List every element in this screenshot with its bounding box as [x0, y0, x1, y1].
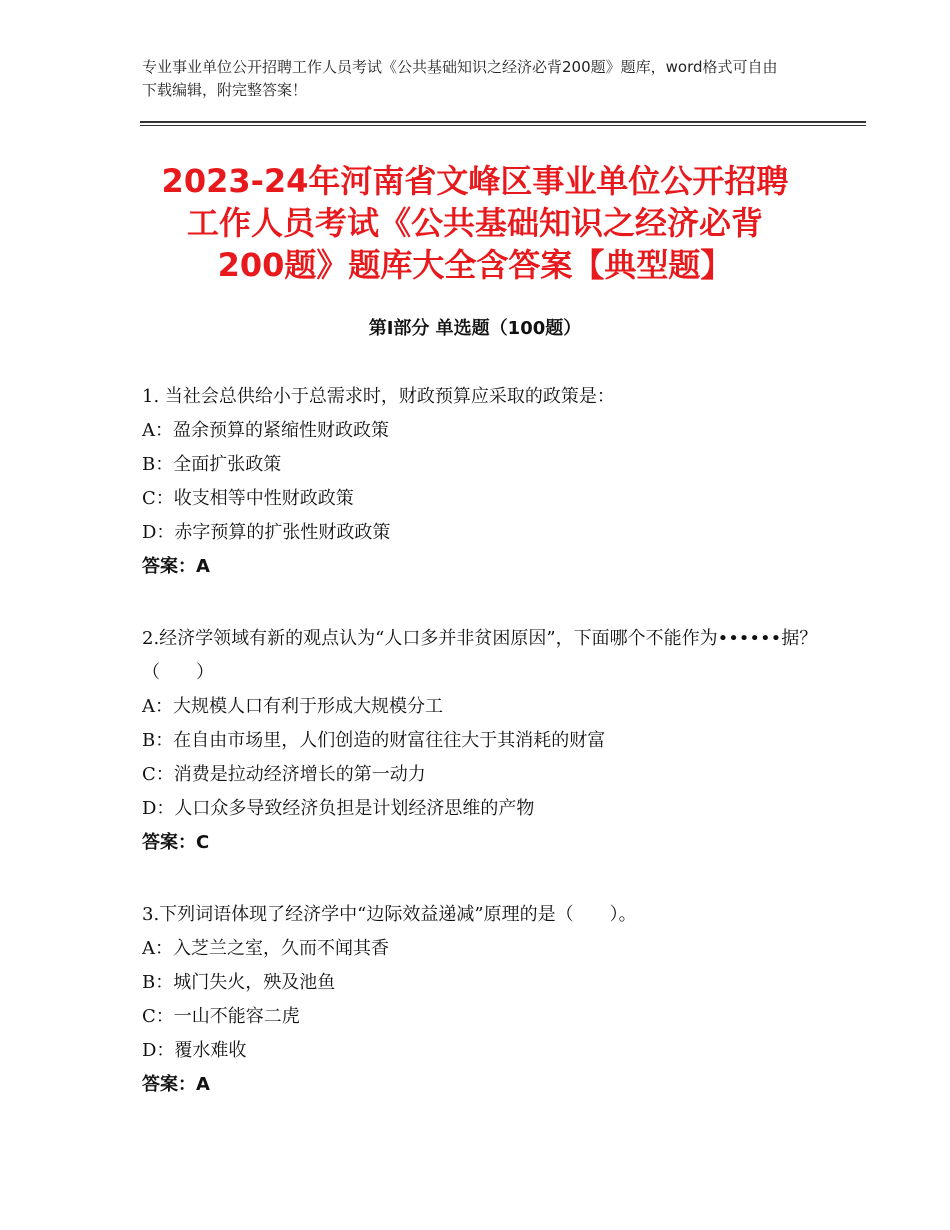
answer: 答案：A — [142, 1074, 210, 1095]
question-stem: 2.经济学领域有新的观点认为“人口多并非贫困原因”，下面哪个不能作为••••••据？（ ） — [142, 628, 818, 683]
question-stem: 3.下列词语体现了经济学中“边际效益递减”原理的是（ ）。 — [142, 904, 637, 925]
answer: 答案：A — [142, 556, 210, 577]
question-3 — [142, 898, 822, 1102]
option-a: A：入芝兰之室，久而不闻其香 — [142, 938, 389, 959]
option-b: B：全面扩张政策 — [142, 454, 282, 475]
option-c: C：收支相等中性财政政策 — [142, 488, 354, 509]
title-line-3: 200题》题库大全含答案【典型题】 — [217, 246, 733, 284]
section-title: 第Ⅰ部分 单选题（100题） — [368, 318, 582, 339]
option-d: D：覆水难收 — [142, 1040, 247, 1061]
option-b: B：在自由市场里，人们创造的财富往往大于其消耗的财富 — [142, 730, 606, 751]
option-d: D：赤字预算的扩张性财政政策 — [142, 522, 391, 543]
answer: 答案：C — [142, 832, 210, 853]
option-c: C：消费是拉动经济增长的第一动力 — [142, 764, 426, 785]
option-c: C：一山不能容二虎 — [142, 1006, 300, 1027]
option-a: A：盈余预算的紧缩性财政政策 — [142, 420, 389, 441]
question-1 — [142, 380, 822, 584]
header-divider — [140, 121, 866, 126]
page-title — [140, 160, 810, 286]
question-list — [142, 380, 822, 1140]
header-note: 专业事业单位公开招聘工作人员考试《公共基础知识之经济必背200题》题库，word格式可自由下载编辑，附完整答案！ — [142, 58, 778, 99]
option-d: D：人口众多导致经济负担是计划经济思维的产物 — [142, 798, 535, 819]
option-b: B：城门失火，殃及池鱼 — [142, 972, 336, 993]
question-stem: 1. 当社会总供给小于总需求时，财政预算应采取的政策是： — [142, 386, 615, 407]
option-a: A：大规模人口有利于形成大规模分工 — [142, 696, 443, 717]
title-line-2: 工作人员考试《公共基础知识之经济必背 — [186, 204, 763, 242]
title-line-1: 2023-24年河南省文峰区事业单位公开招聘 — [161, 162, 789, 200]
question-2 — [142, 622, 822, 860]
